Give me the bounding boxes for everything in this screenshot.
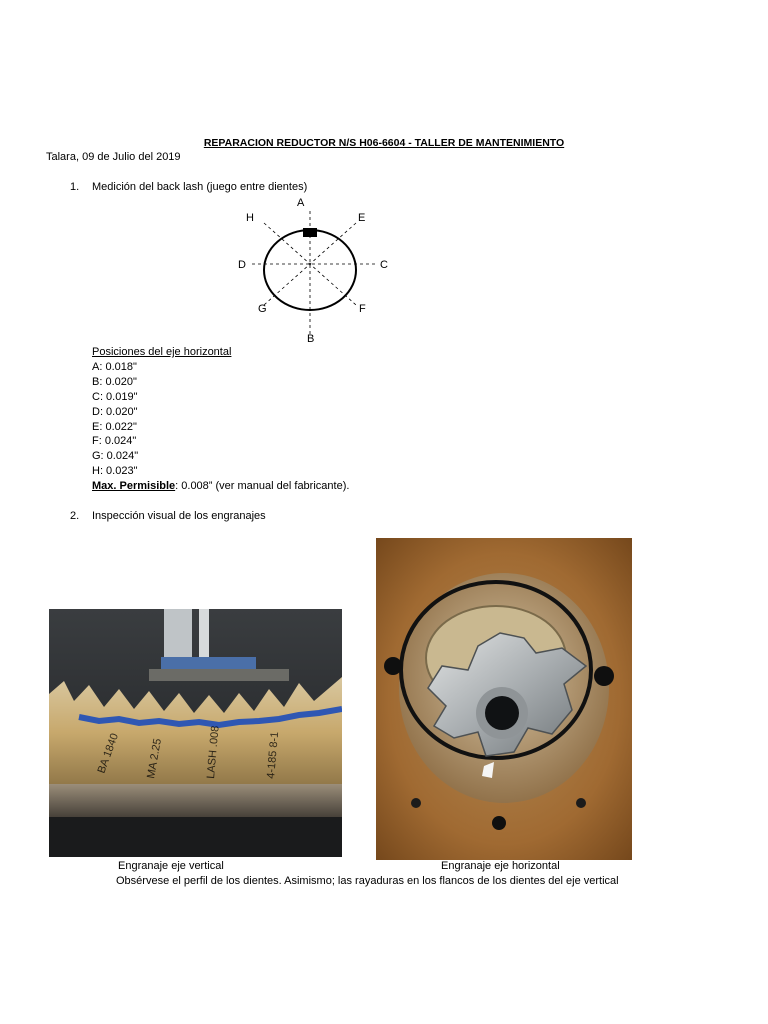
gear-marking-2: MA 2.25 — [145, 737, 164, 780]
backlash-position-diagram — [230, 193, 400, 348]
caption-horizontal-gear: Engranaje eje horizontal — [441, 860, 560, 872]
gear-marking-4: 4-185 8-1 — [265, 731, 282, 780]
section-1-number: 1. — [70, 181, 80, 193]
measurement-e: E: 0.022" — [92, 420, 137, 433]
measurements-list — [92, 345, 349, 494]
measurement-f: F: 0.024" — [92, 435, 137, 448]
label-a: A — [297, 197, 305, 209]
label-b: B — [307, 333, 315, 345]
measurement-d: D: 0.020" — [92, 405, 138, 418]
positions-heading: Posiciones del eje horizontal — [92, 346, 232, 358]
gear-marking-1: BA 1840 — [95, 731, 122, 776]
max-permissible-line — [92, 479, 349, 494]
section-2-heading: Inspección visual de los engranajes — [92, 510, 266, 522]
date-line: Talara, 09 de Julio del 2019 — [46, 151, 181, 163]
measurement-g: G: 0.024" — [92, 450, 139, 463]
inspection-note: Obsérvese el perfil de los dientes. Asimismo; las rayaduras en los flancos de los dientes del eje vertical — [116, 875, 619, 887]
measurement-b: B: 0.020" — [92, 375, 137, 388]
label-e: E — [358, 212, 366, 224]
max-permissible-value: : 0.008” (ver manual del fabricante). — [175, 480, 350, 493]
label-g: G — [258, 303, 267, 315]
label-d: D — [238, 259, 246, 271]
caption-vertical-gear: Engranaje eje vertical — [118, 860, 224, 872]
max-permissible-label: Max. Permisible — [92, 480, 176, 493]
section-2-number: 2. — [70, 510, 80, 522]
section-1-heading: Medición del back lash (juego entre dientes) — [92, 181, 308, 193]
label-h: H — [246, 212, 254, 224]
document-title: REPARACION REDUCTOR N/S H06-6604 - TALLER DE MANTENIMIENTO — [203, 137, 565, 149]
horizontal-shaft-gear-photo — [376, 538, 632, 860]
measurement-c: C: 0.019" — [92, 390, 138, 403]
measurement-a: A: 0.018" — [92, 360, 137, 373]
gear-marking-3: LASH .008 — [205, 725, 222, 780]
label-c: C — [380, 259, 388, 271]
vertical-shaft-gear-photo — [49, 609, 342, 857]
label-f: F — [359, 303, 366, 315]
measurement-h: H: 0.023" — [92, 465, 138, 478]
